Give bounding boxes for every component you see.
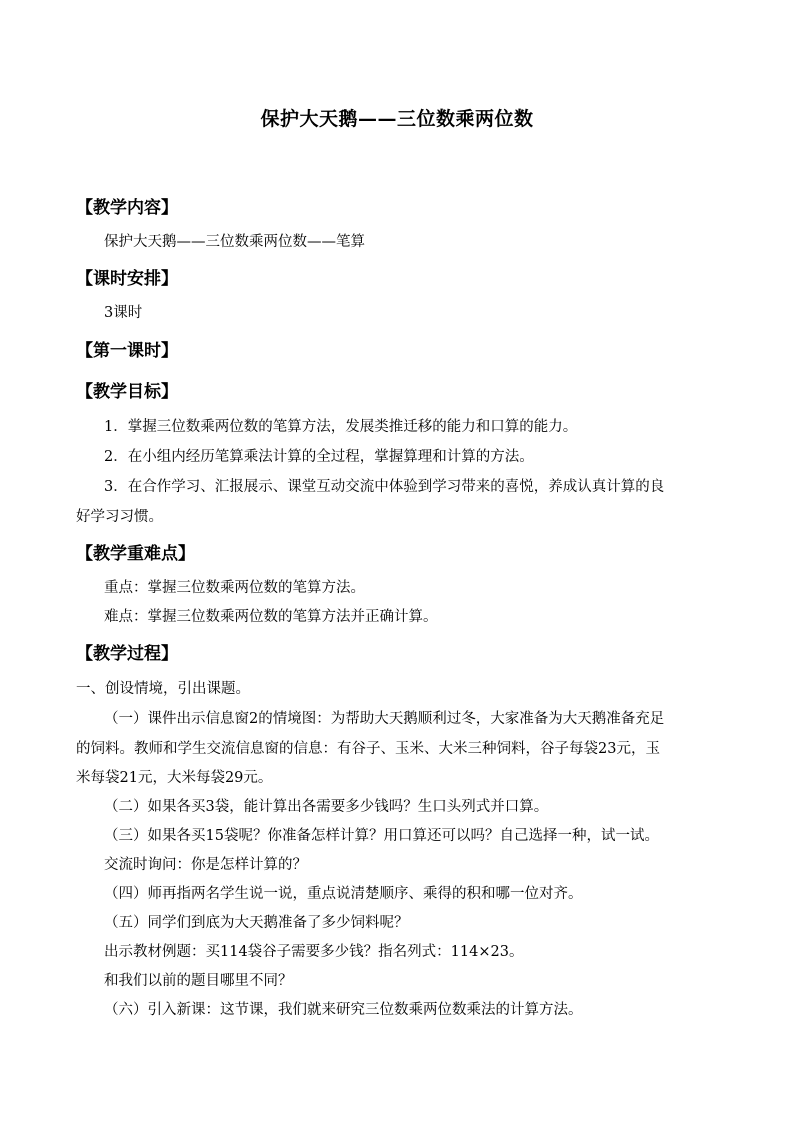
process-line: 和我们以前的题目哪里不同？ — [104, 973, 293, 989]
section-heading-schedule: 【课时安排】 — [76, 269, 178, 289]
process-line: （二）如果各买3袋，能计算出各需要多少钱吗？生口头列式并口算。 — [104, 799, 549, 815]
goal-item: 1．掌握三位数乘两位数的笔算方法，发展类推迁移的能力和口算的能力。 — [104, 419, 578, 435]
key-point-item: 难点：掌握三位数乘两位数的笔算方法并正确计算。 — [104, 609, 438, 625]
process-line: 出示教材例题：买114袋谷子需要多少钱？指名列式：114×23。 — [104, 944, 524, 960]
section-heading-key-points: 【教学重难点】 — [76, 544, 195, 564]
document-title: 保护大天鹅——三位数乘两位数 — [260, 108, 534, 130]
process-line: 的饲料。教师和学生交流信息窗的信息：有谷子、玉米、大米三种饲料，谷子每袋23元，玉 — [76, 741, 660, 757]
goal-item: 2．在小组内经历笔算乘法计算的全过程，掌握算理和计算的方法。 — [104, 449, 534, 465]
process-line: （五）同学们到底为大天鹅准备了多少饲料呢？ — [104, 915, 409, 931]
section-heading-first-lesson: 【第一课时】 — [76, 341, 178, 361]
section-heading-content: 【教学内容】 — [76, 198, 178, 218]
process-line: （四）师再指两名学生说一说，重点说清楚顺序、乘得的积和哪一位对齐。 — [104, 886, 583, 902]
process-line: 一、创设情境，引出课题。 — [76, 681, 250, 697]
key-point-item: 重点：掌握三位数乘两位数的笔算方法。 — [104, 580, 365, 596]
goal-item: 3．在合作学习、汇报展示、课堂互动交流中体验到学习带来的喜悦，养成认真计算的良 — [104, 479, 665, 495]
schedule-text: 3课时 — [104, 305, 143, 321]
content-text: 保护大天鹅——三位数乘两位数——笔算 — [104, 234, 365, 250]
process-line: 交流时询问：你是怎样计算的？ — [104, 857, 307, 873]
process-line: （六）引入新课：这节课，我们就来研究三位数乘两位数乘法的计算方法。 — [104, 1002, 583, 1018]
process-line: （一）课件出示信息窗2的情境图：为帮助大天鹅顺利过冬，大家准备为大天鹅准备充足 — [104, 711, 665, 727]
process-line: （三）如果各买15袋呢？你准备怎样计算？用口算还可以吗？自己选择一种，试一试。 — [104, 828, 659, 844]
process-line: 米每袋21元，大米每袋29元。 — [76, 770, 273, 786]
section-heading-goals: 【教学目标】 — [76, 382, 178, 402]
section-heading-process: 【教学过程】 — [76, 644, 178, 664]
goal-item-continuation: 好学习习惯。 — [76, 509, 163, 525]
